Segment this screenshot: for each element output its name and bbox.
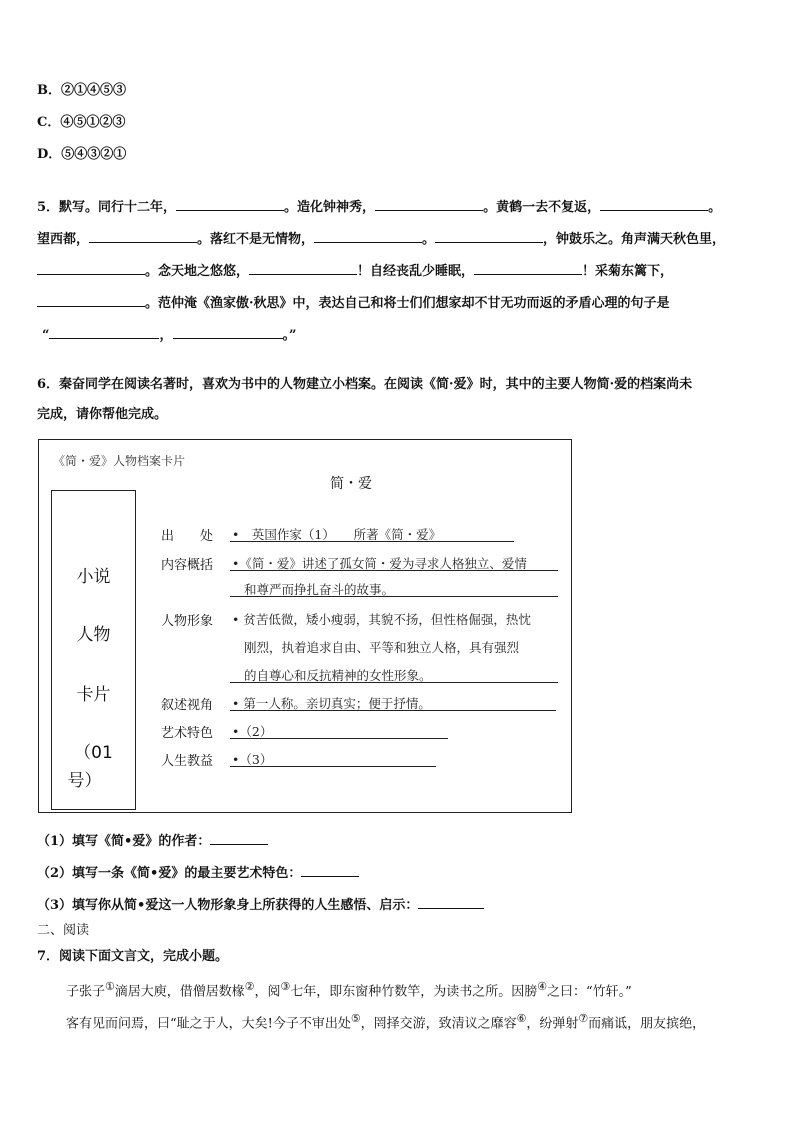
label-life: 人生教益: [161, 754, 214, 769]
option-c: C．④⑤①②③: [37, 115, 126, 130]
footnote-marker: ②: [244, 980, 255, 993]
footnote-marker: ⑤: [350, 1012, 361, 1025]
q7-text: ，阅: [254, 984, 281, 1000]
q7-line-1: 7．阅读下面文言文，完成小题。: [37, 949, 229, 964]
q7-text: 七年，即东窗种竹数竿，为读书之所。因膀: [290, 984, 538, 1000]
q7-paragraph-1: [66, 978, 632, 1001]
underline: [230, 682, 558, 683]
answer-blank[interactable]: [418, 896, 484, 909]
q6-sub-1: [37, 832, 268, 851]
underline: [230, 596, 558, 597]
value-view: • 第一人称。亲切真实；便于抒情。: [232, 696, 431, 711]
footnote-marker: ⑥: [516, 1012, 527, 1025]
q6-sub-text: （1）填写《简•爱》的作者：: [37, 834, 211, 849]
q5-text: ！自经丧乱少睡眠，: [357, 264, 475, 279]
q5-text: ！采菊东篱下，: [582, 264, 674, 279]
value-image-3: 的自尊心和反抗精神的女性形象。: [244, 668, 432, 683]
value-summary-1: •《简・爱》讲述了孤女简・爱为寻求人格独立、爱情: [232, 556, 527, 571]
q5-text: 。”: [282, 328, 297, 343]
answer-blank[interactable]: [600, 198, 708, 211]
q5-text: 。落红不是无情物，: [197, 232, 315, 247]
card-name: 简・爱: [330, 476, 372, 492]
q5-text: 。造化钟神秀，: [284, 200, 376, 215]
footnote-marker: ④: [537, 980, 547, 993]
answer-blank[interactable]: [37, 294, 145, 307]
q5-text: ，钟鼓乐之。角声满天秋色里，: [543, 232, 726, 247]
q6-sub-text: （3）填写你从简•爱这一人物形象身上所获得的人生感悟、启示：: [37, 898, 419, 913]
q5-text: 。黄鹤一去不复返，: [483, 200, 601, 215]
label-image: 人物形象: [161, 614, 214, 629]
card-side-line: 号）: [67, 771, 102, 791]
q5-text: “: [42, 328, 50, 343]
q6-sub-3: [37, 896, 484, 915]
card-side-line: 小说: [76, 567, 111, 587]
answer-blank[interactable]: [176, 198, 284, 211]
q5-line-5: [42, 326, 296, 345]
value-image-1: • 贫苦低微，矮小瘦弱，其貌不扬，但性格倔强，热忱: [232, 612, 531, 627]
label-source: 出 处: [161, 529, 214, 544]
answer-blank[interactable]: [314, 230, 422, 243]
q6-sub-text: （2）填写一条《简•爱》的最主要艺术特色：: [37, 866, 302, 881]
answer-blank[interactable]: [375, 198, 483, 211]
underline: [230, 766, 436, 767]
answer-blank[interactable]: [49, 326, 159, 339]
value-summary-2: 和尊严而挣扎奋斗的故事。: [244, 582, 395, 597]
footnote-marker: ⑦: [578, 1012, 589, 1025]
card-side-line: 卡片: [76, 685, 111, 705]
footnote-marker: ①: [105, 980, 115, 993]
q5-text: 5．默写。同行十二年，: [37, 200, 177, 215]
value-life: •（3）: [232, 752, 273, 767]
q7-text: 客有见而问焉，曰“耻之于人，大矣!今子不审出处: [66, 1016, 351, 1032]
q6-line-1: 6．秦奋同学在阅读名著时，喜欢为书中的人物建立小档案。在阅读《简·爱》时，其中的主要人物简·爱的档案尚未: [37, 377, 693, 392]
q6-line-2: 完成，请你帮他完成。: [37, 407, 168, 422]
q6-sub-2: [37, 864, 359, 883]
q7-paragraph-2: [66, 1010, 705, 1033]
q5-line-4: [37, 294, 670, 313]
underline: [230, 710, 556, 711]
underline: [230, 541, 514, 542]
option-b: B．②①④⑤③: [37, 83, 126, 98]
q7-text: ，纷弹射: [526, 1016, 579, 1032]
q7-text: 而痛诋，朋友摈绝，: [588, 1016, 706, 1032]
value-art: •（2）: [232, 724, 273, 739]
q5-text: ，: [159, 328, 173, 343]
value-image-2: 刚烈，执着追求自由、平等和独立人格，具有强烈: [244, 640, 520, 655]
footnote-marker: ③: [280, 980, 291, 993]
q7-text: 滴居大庾，借僧居数椽: [114, 984, 245, 1000]
q7-text: ，罔择交游，致清议之靡容: [360, 1016, 517, 1032]
q5-text: 。: [422, 232, 436, 247]
card-side-line: （01: [74, 743, 113, 763]
answer-blank[interactable]: [210, 832, 268, 845]
answer-blank[interactable]: [474, 262, 582, 275]
label-art: 艺术特色: [161, 726, 214, 741]
label-summary: 内容概括: [161, 558, 214, 573]
q5-line-1: [37, 198, 721, 217]
q5-text: 。: [708, 200, 722, 215]
section-heading: 二、阅读: [37, 923, 90, 938]
q7-text: 之曰：“竹轩。”: [546, 984, 632, 1000]
value-source: • 英国作家（1） 所著《简・爱》: [232, 527, 442, 542]
card-title: 《简・爱》人物档案卡片: [53, 454, 186, 468]
label-view: 叙述视角: [161, 698, 214, 713]
answer-blank[interactable]: [89, 230, 197, 243]
q5-text: 。范仲淹《渔家傲·秋思》中，表达自己和将士们们想家却不甘无功而返的矛盾心理的句子是: [145, 296, 670, 311]
underline: [230, 738, 448, 739]
q5-line-3: [37, 262, 673, 281]
answer-blank[interactable]: [173, 326, 283, 339]
q5-text: 。念天地之悠悠，: [145, 264, 250, 279]
card-side-line: 人物: [76, 625, 111, 645]
answer-blank[interactable]: [435, 230, 543, 243]
answer-blank[interactable]: [249, 262, 357, 275]
answer-blank[interactable]: [37, 262, 145, 275]
answer-blank[interactable]: [301, 864, 359, 877]
q5-line-2: [37, 230, 725, 249]
q5-text: 望西都，: [37, 232, 90, 247]
underline: [230, 570, 558, 571]
q7-text: 子张子: [66, 984, 106, 1000]
option-d: D．⑤④③②①: [37, 147, 127, 162]
